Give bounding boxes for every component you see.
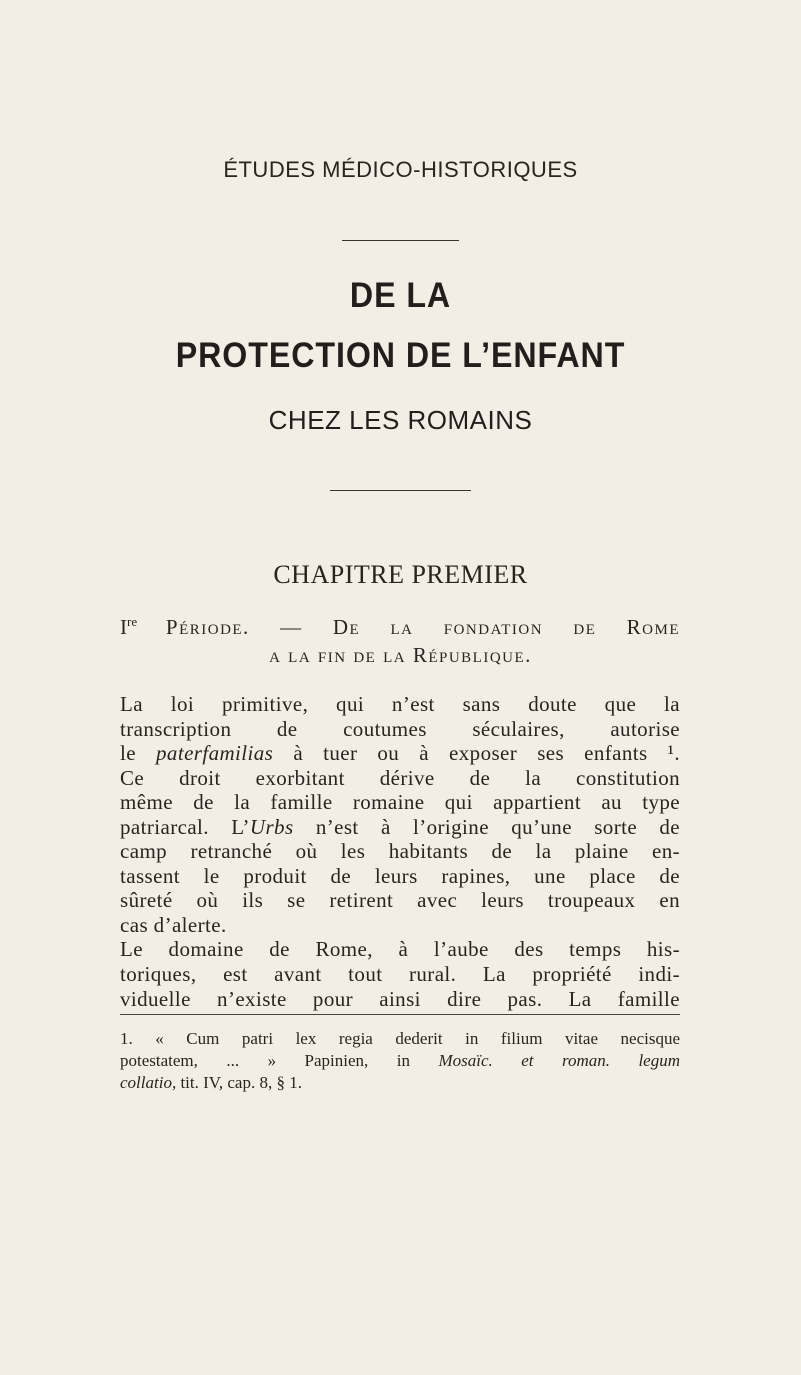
chapter-heading: CHAPITRE PREMIER <box>273 560 528 589</box>
body-line: même de la famille romaine qui appartient au type <box>120 790 680 815</box>
footnote-divider <box>120 1014 680 1015</box>
footnote-line: collatio, tit. IV, cap. 8, § 1. <box>120 1073 302 1092</box>
title-line-3: CHEZ LES ROMAINS <box>268 405 533 435</box>
italic-term: paterfamilias <box>156 741 274 766</box>
body-line: La loi primitive, qui n’est sans doute que la <box>120 692 680 716</box>
period-number-superscript: re <box>127 614 138 629</box>
body-line: le paterfamilias à tuer ou à exposer ses enfants ¹. <box>120 741 681 766</box>
body-line: transcription de coutumes séculaires, autorise <box>120 716 680 741</box>
footnote-line: 1. « Cum patri lex regia dederit in filium vitae necisque <box>120 1029 680 1048</box>
body-line: toriques, est avant tout rural. La propriété indi- <box>120 962 680 987</box>
footnote-line: potestatem, ... » Papinien, in Mosaïc. et roman. legum <box>120 1051 681 1070</box>
period-title: Période. — De la fondation de Rome <box>165 615 680 639</box>
body-line: cas d’alerte. <box>120 912 227 937</box>
title-divider-top <box>342 240 459 241</box>
series-title: ÉTUDES MÉDICO-HISTORIQUES <box>223 157 578 182</box>
italic-term: Urbs <box>249 814 294 839</box>
period-heading-line-1 <box>120 613 680 641</box>
body-line: Ce droit exorbitant dérive de la constitution <box>120 765 680 790</box>
italic-term: Mosaïc. et roman. legum <box>438 1051 681 1070</box>
title-divider-bottom <box>330 490 471 491</box>
body-line: patriarcal. L’Urbs n’est à l’origine qu’une sorte de <box>120 814 680 839</box>
body-line: Le domaine de Rome, à l’aube des temps his- <box>120 937 680 962</box>
footnote <box>120 1028 680 1094</box>
body-line: camp retranché où les habitants de la plaine en- <box>120 839 680 864</box>
period-heading-line-2: a la fin de la République. <box>269 643 532 667</box>
title-line-2: PROTECTION DE L’ENFANT <box>175 336 626 375</box>
body-line: tassent le produit de leurs rapines, une place de <box>120 863 680 888</box>
italic-term: collatio, <box>120 1073 177 1092</box>
title-line-1: DE LA <box>349 276 452 315</box>
body-line: viduelle n’existe pour ainsi dire pas. La famille <box>120 986 680 1011</box>
period-number: I <box>120 615 127 639</box>
body-text <box>120 692 680 1011</box>
body-line: sûreté où ils se retirent avec leurs troupeaux en <box>120 888 680 913</box>
